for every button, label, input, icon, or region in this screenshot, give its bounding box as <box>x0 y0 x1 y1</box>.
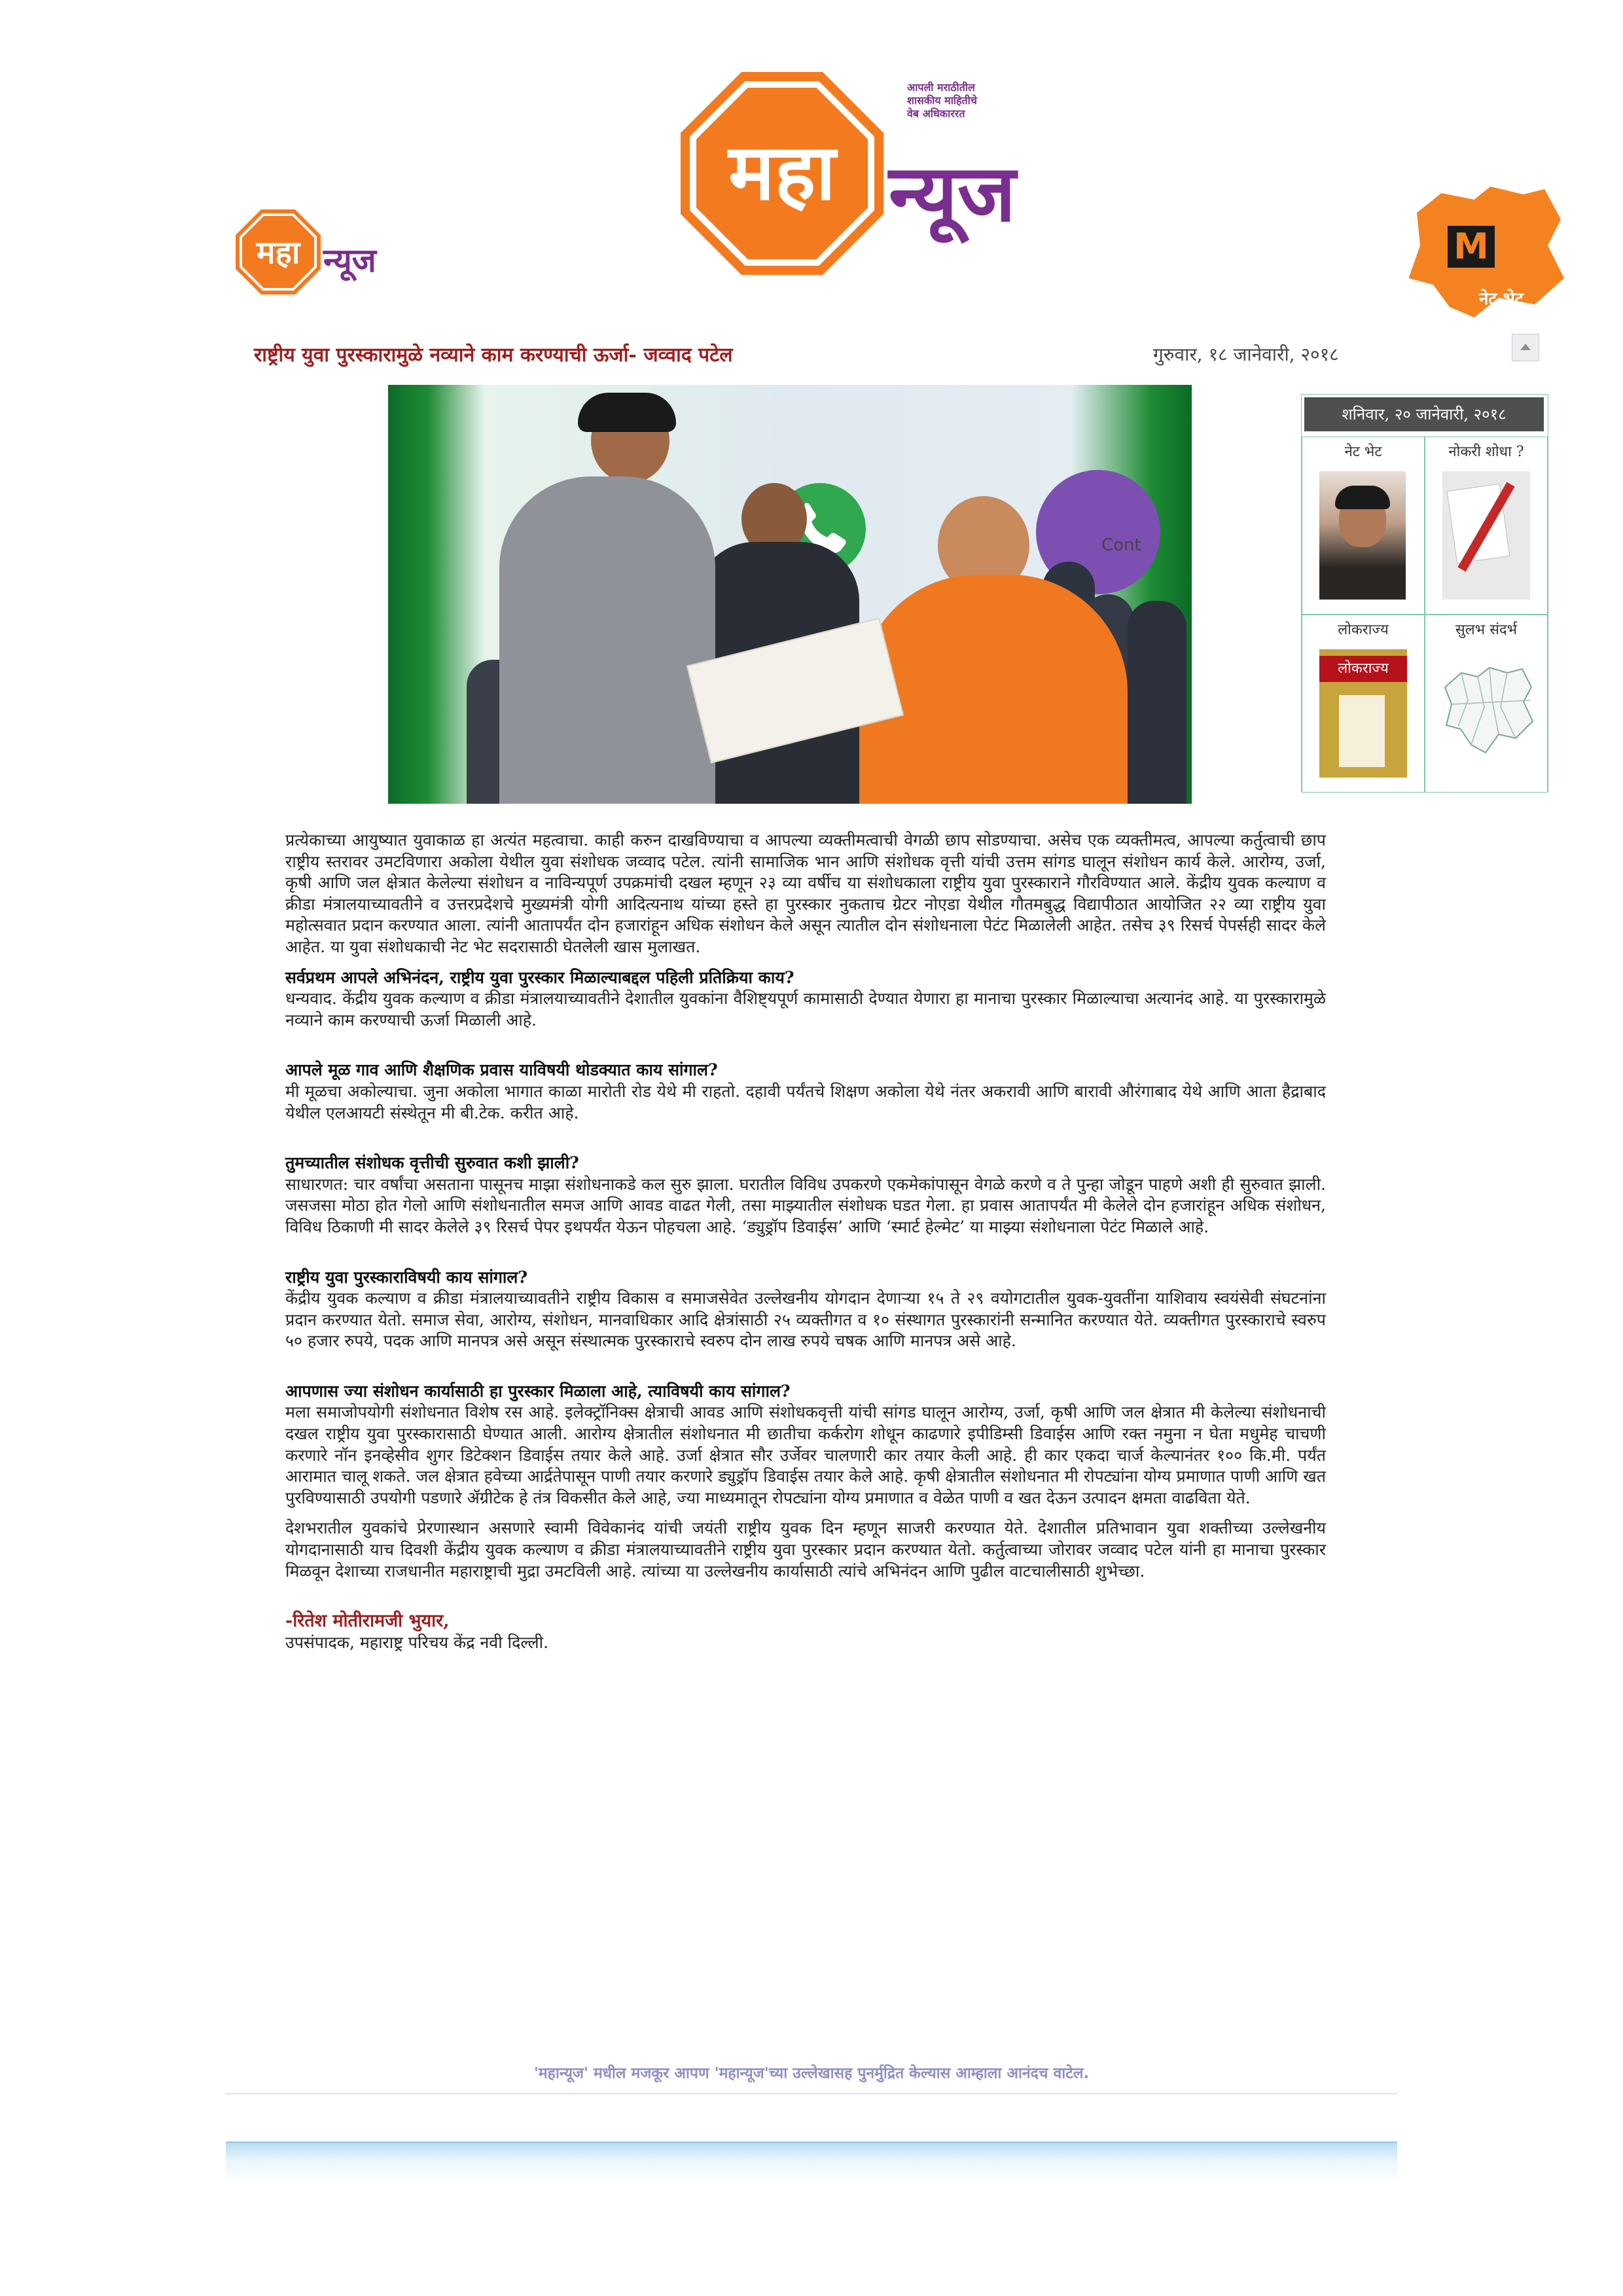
question: आपले मूळ गाव आणि शैक्षणिक प्रवास याविषयी थोडक्यात काय सांगाल? <box>285 1060 718 1080</box>
scroll-up-button[interactable] <box>1512 334 1539 361</box>
logo-tagline-line: शासकीय माहितीचे <box>907 94 977 107</box>
logo-maha-text: महा <box>728 127 836 217</box>
article-body <box>285 830 1326 1653</box>
footer-divider <box>226 2093 1397 2094</box>
sidebar-item-label: नेट भेट <box>1344 444 1382 460</box>
answer: मला समाजोपयोगी संशोधनात विशेष रस आहे. इलेक्ट्रॉनिक्स क्षेत्राची आवड आणि संशोधकवृत्ती यांची सांगड घालून आरोग्य, उर्जा, कृषी आणि जल क्षेत्रात मी केलेल्या संशोधनाची दखल राष्ट्रीय युवा पुरस्कारासाठी घेण्यात आली. आरोग्य क्षेत्रातील संशोधनात मी छातीचा कर्करोग शोधून काढणारे इपीडिम्सी डिवाईस आणि रक्त नमुना न घेता मधुमेह चाचणी करणारे नॉन इनव्हेसीव शुगर डिटेक्शन डिवाईस तयार केले आहे. उर्जा क्षेत्रात सौर उर्जेवर चालणारी कार तयार केली आहे. ही कार एकदा चार्ज केल्यानंतर १०० कि.मी. पर्यंत आरामात चालू शकते. जल क्षेत्रात हवेच्या आर्द्रतेपासून पाणी तयार करणारे ड्युड्रॉप डिवाईस तयार केले आहे. कृषी क्षेत्रातील संशोधनात मी रोपट्यांना योग्य प्रमाणात पाणी आणि खत पुरविण्यासाठी उपयोगी पडणारे ॲग्रीटेक हे तंत्र विकसीत केले आहे, ज्या माध्यमातून रोपट्यांना योग्य प्रमाणात व वेळेत पाणी व खत देऊन उत्पादन क्षमता वाढविता येते. <box>285 1403 1326 1507</box>
answer: धन्यवाद. केंद्रीय युवक कल्याण व क्रीडा मंत्रालयाच्यावतीने देशातील युवकांना वैशिष्ट्यपूर्ण कामासाठी देण्यात येणारा हा मानाचा पुरस्कार मिळाल्याचा अत्यानंद आहे. या पुरस्कारामुळे नव्याने काम करण्याची ऊर्जा मिळाली आहे. <box>285 989 1326 1030</box>
job-search-thumb <box>1442 471 1530 600</box>
netbhet-label: नेट भेट <box>1479 289 1524 309</box>
background-person <box>1128 601 1186 804</box>
spacer <box>285 1031 1326 1060</box>
awardee-suit <box>499 476 715 804</box>
question: सर्वप्रथम आपले अभिनंदन, राष्ट्रीय युवा पुरस्कार मिळाल्याबद्दल पहिली प्रतिक्रिया काय? <box>285 967 794 987</box>
logo-news-text: न्यूज <box>889 149 1016 240</box>
article-closing: देशभरातील युवकांचे प्रेरणास्थान असणारे स्वामी विवेकानंद यांची जयंती राष्ट्रीय युवक दिन म्हणून साजरी करण्यात येते. देशातील प्रतिभावान युवा शक्तीच्या उल्लेखनीय योगदानासाठी याच दिवशी केंद्रीय युवक कल्याण व क्रीडा मंत्रालयाच्यावतीने राष्ट्रीय युवा पुरस्कार प्रदान करण्यात येतो. कर्तुत्वाच्या जोरावर जव्वाद पटेल यांनी हा मानाचा पुरस्कार मिळवून देशाच्या राजधानीत महाराष्ट्राची मुद्रा उमटविली आहे. त्यांच्या या उल्लेखनीय कार्यासाठी त्यांचे अभिनंदन आणि पुढील वाटचालीसाठी शुभेच्छा. <box>285 1518 1326 1581</box>
spacer <box>285 1352 1326 1381</box>
article-intro: प्रत्येकाच्या आयुष्यात युवाकाळ हा अत्यंत महत्वाचा. काही करुन दाखविण्याचा व आपल्या व्यक्तीमत्वाची वेगळी छाप सोडण्याचा. असेच एक व्यक्तीमत्व, आपल्या कर्तुत्वाची छाप राष्ट्रीय स्तरावर उमटविणारा अकोला येथील युवा संशोधक जव्वाद पटेल. त्यांनी सामाजिक भान आणि संशोधक वृत्ती यांची उत्तम सांगड घालून संशोधन कार्य केले. आरोग्य, उर्जा, कृषी आणि जल क्षेत्रात केलेल्या संशोधन व नाविन्यपूर्ण उपक्रमांची दखल म्हणून २३ व्या वर्षीच या संशोधकाला राष्ट्रीय युवा पुरस्काराने गौरविण्यात आले. केंद्रीय युवक कल्याण व क्रीडा मंत्रालयाच्यावतीने व उत्तरप्रदेशचे मुख्यमंत्री योगी आदित्यनाथ यांच्या हस्ते हा पुरस्कार नुकताच ग्रेटर नोएडा येथील गौतमबुद्ध विद्यापीठात आयोजित २२ व्या राष्ट्रीय युवा महोत्सवात प्रदान करण्यात आला. त्यांनी आतापर्यंत दोन हजारांहून अधिक संशोधन केले असून त्यातील दोन संशोधनाला पेटंट मिळालेली आहेत. तसेच ३९ रिसर्च पेपर्सही सादर केले आहेत. या युवा संशोधकाची नेट भेट सदरासाठी घेतलेली खास मुलाखत. <box>285 831 1326 956</box>
maharashtra-outline-map-icon <box>1438 661 1537 759</box>
netbhet-logo[interactable] <box>1400 187 1571 317</box>
small-logo-maha-text: महा <box>256 234 300 271</box>
answer: केंद्रीय युवक कल्याण व क्रीडा मंत्रालयाच्यावतीने राष्ट्रीय विकास व समाजसेवेत उल्लेखनीय योगदान देणाऱ्या १५ ते २९ वयोगटातील युवक-युवतींना याशिवाय स्वयंसेवी संघटनांना प्रदान करण्यात येतो. समाज सेवा, आरोग्य, संशोधन, मानवाधिकार आदि क्षेत्रांसाठी २५ व्यक्तीगत व १० संस्थागत पुरस्कारांनी सन्मानित करण्यात येते. व्यक्तीगत पुरस्काराचे स्वरुप ५० हजार रुपये, पदक आणि मानपत्र असे असून संस्थात्मक पुरस्काराचे स्वरुप दोन लाख रुपये चषक आणि मानपत्र असे आहे. <box>285 1289 1326 1351</box>
answer: मी मूळचा अकोल्याचा. जुना अकोला भागात काळा मारोती रोड येथे मी राहतो. दहावी पर्यंतचे शिक्षण अकोला येथे नंतर अकरावी आणि बारावी औरंगाबाद येथे आणि आता हैद्राबाद येथील एलआयटी संस्थेतून मी बी.टेक. करीत आहे. <box>285 1081 1326 1122</box>
dignitary-robe <box>859 575 1128 804</box>
sidebar-item-label: नोकरी शोधा ? <box>1448 444 1524 460</box>
mahanews-small-logo[interactable] <box>236 209 406 298</box>
screen-text-contact: Cont <box>1101 535 1141 555</box>
question: तुमच्यातील संशोधक वृत्तीची सुरुवात कशी झाली? <box>285 1153 579 1173</box>
sidebar-widget <box>1301 394 1548 792</box>
logo-tagline-line: आपली मराठीतील <box>907 81 975 94</box>
article-date: गुरुवार, १८ जानेवारी, २०१८ <box>1153 344 1339 365</box>
sidebar-item-label: सुलभ संदर्भ <box>1455 622 1518 638</box>
sidebar-item-netbhet[interactable] <box>1302 437 1425 615</box>
author-name: -रितेश मोतीरामजी भुयार, <box>285 1611 450 1632</box>
reprint-notice: 'महान्यूज' मधील मजकूर आपण 'महान्यूज'च्या उल्लेखासह पुनर्मुद्रित केल्यास आम्हाला आनंदच वाटेल. <box>533 2065 1090 2082</box>
spacer <box>285 958 1326 967</box>
sidebar-date: शनिवार, २० जानेवारी, २०१८ <box>1304 397 1544 431</box>
article-title: राष्ट्रीय युवा पुरस्कारामुळे नव्याने काम करण्याची ऊर्जा- जव्वाद पटेल <box>254 344 733 367</box>
award-ceremony-photo <box>388 385 1192 804</box>
lokrajya-cover-title: लोकराज्य <box>1319 656 1407 682</box>
lokrajya-cover-thumb <box>1319 649 1407 778</box>
logo-tagline <box>907 81 977 120</box>
netbhet-m-mark: M <box>1448 226 1495 268</box>
question: राष्ट्रीय युवा पुरस्काराविषयी काय सांगाल? <box>285 1267 527 1287</box>
awardee-hair <box>578 393 676 432</box>
sidebar-item-job-search[interactable] <box>1425 437 1548 615</box>
mahanews-main-logo[interactable] <box>681 72 1086 281</box>
sidebar-item-label: लोकराज्य <box>1338 622 1389 638</box>
answer: साधारणत: चार वर्षांचा असताना पासूनच माझा संशोधनाकडे कल सुरु झाला. घरातील विविध उपकरणे एकमेकांपासून वेगळे करणे व ते पुन्हा जोडून पाहणे अशी ही सुरुवात झाली. जसजसा मोठा होत गेलो आणि संशोधनातील समज आणि आवड वाढत गेली, तसा माझ्यातील संशोधक घडत गेला. हा प्रवास आतापर्यंत मी केलेले दोन हजारांहून अधिक संशोधन, विविध ठिकाणी मी सादर केलेले ३९ रिसर्च पेपर इथपर्यंत येऊन पोहचला आहे. ‘ड्युड्रॉप डिवाईस’ आणि ‘स्मार्ट हेल्मेट’ या माझ्या संशोधनाला पेटंट मिळाले आहे. <box>285 1174 1326 1236</box>
sidebar-item-reference[interactable] <box>1425 615 1548 793</box>
footer-band <box>226 2142 1397 2183</box>
spacer <box>285 1582 1326 1611</box>
question: आपणास ज्या संशोधन कार्यासाठी हा पुरस्कार मिळाला आहे, त्याविषयी काय सांगाल? <box>285 1381 791 1401</box>
spacer <box>285 1124 1326 1153</box>
author-role: उपसंपादक, महाराष्ट्र परिचय केंद्र नवी दिल्ली. <box>285 1632 549 1652</box>
netbhet-portrait-thumb <box>1319 471 1406 600</box>
spacer <box>285 1509 1326 1518</box>
small-logo-news-text: न्यूज <box>323 242 376 279</box>
sidebar-item-lokrajya[interactable] <box>1302 615 1425 793</box>
logo-tagline-line: वेब अधिकाररत <box>907 107 965 120</box>
spacer <box>285 1238 1326 1267</box>
